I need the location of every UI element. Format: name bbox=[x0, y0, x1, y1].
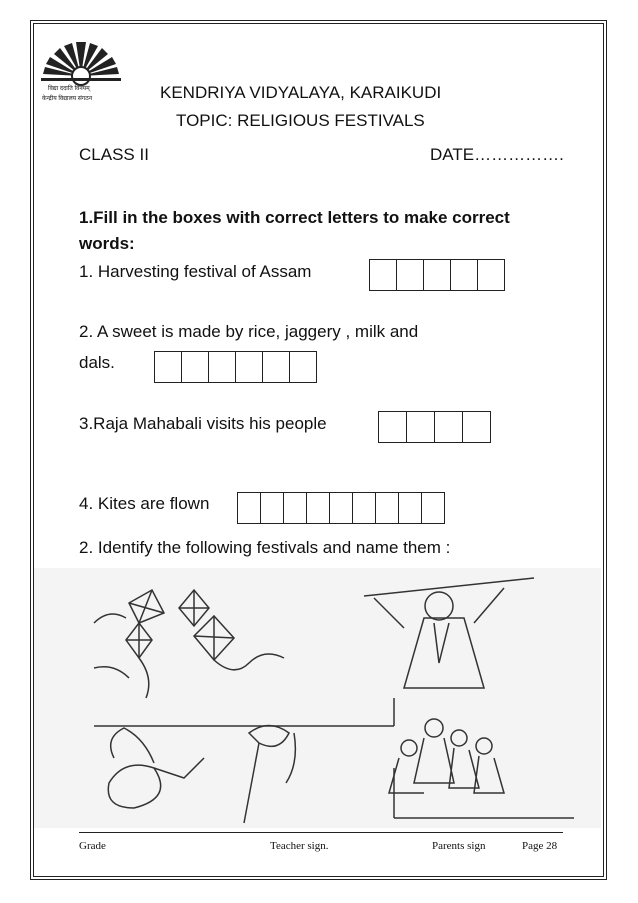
letter-box[interactable] bbox=[399, 493, 422, 523]
kites-icon bbox=[94, 590, 284, 698]
section1-heading: 1.Fill in the boxes with correct letters to make correct bbox=[79, 208, 510, 227]
question-1: 1. Harvesting festival of Assam bbox=[79, 262, 312, 281]
answer-boxes-q2[interactable] bbox=[154, 351, 317, 383]
answer-boxes-q3[interactable] bbox=[378, 411, 491, 443]
answer-boxes-q1[interactable] bbox=[369, 259, 505, 291]
topic-title: TOPIC: RELIGIOUS FESTIVALS bbox=[176, 111, 425, 130]
letter-box[interactable] bbox=[209, 352, 236, 382]
letter-box[interactable] bbox=[284, 493, 307, 523]
letter-box[interactable] bbox=[261, 493, 284, 523]
letter-box[interactable] bbox=[407, 412, 435, 442]
letter-box[interactable] bbox=[263, 352, 290, 382]
letter-box[interactable] bbox=[478, 260, 504, 290]
footer-page-number: Page 28 bbox=[522, 840, 558, 852]
letter-box[interactable] bbox=[424, 260, 451, 290]
letter-box[interactable] bbox=[290, 352, 316, 382]
letter-box[interactable] bbox=[422, 493, 444, 523]
question-2: 2. A sweet is made by rice, jaggery , milk and bbox=[79, 322, 419, 341]
family-ritual-icon bbox=[389, 719, 574, 818]
festival-drawings bbox=[34, 568, 601, 828]
question-4: 4. Kites are flown bbox=[79, 494, 210, 513]
kvs-logo bbox=[36, 34, 126, 104]
letter-box[interactable] bbox=[236, 352, 263, 382]
letter-box[interactable] bbox=[238, 493, 261, 523]
section2-heading: 2. Identify the following festivals and name them : bbox=[79, 538, 451, 557]
letter-box[interactable] bbox=[330, 493, 353, 523]
festival-scene-left-icon bbox=[108, 726, 295, 824]
logo-org-name: केन्द्रीय विद्यालय संगठन bbox=[42, 96, 93, 102]
footer-parents-sign: Parents sign bbox=[432, 840, 486, 852]
footer-grade: Grade bbox=[79, 840, 106, 852]
man-with-stick-icon bbox=[364, 578, 534, 688]
letter-box[interactable] bbox=[370, 260, 397, 290]
letter-box[interactable] bbox=[376, 493, 399, 523]
letter-box[interactable] bbox=[307, 493, 330, 523]
festival-illustrations bbox=[34, 568, 601, 828]
letter-box[interactable] bbox=[397, 260, 424, 290]
letter-box[interactable] bbox=[353, 493, 376, 523]
section1-heading-cont: words: bbox=[79, 234, 135, 253]
question-2-cont: dals. bbox=[79, 353, 115, 372]
footer-divider bbox=[79, 832, 563, 833]
letter-box[interactable] bbox=[435, 412, 463, 442]
letter-box[interactable] bbox=[451, 260, 478, 290]
date-label: DATE……………. bbox=[430, 145, 564, 164]
school-name: KENDRIYA VIDYALAYA, KARAIKUDI bbox=[160, 83, 442, 102]
answer-boxes-q4[interactable] bbox=[237, 492, 445, 524]
class-label: CLASS II bbox=[79, 145, 149, 164]
question-3: 3.Raja Mahabali visits his people bbox=[79, 414, 327, 433]
letter-box[interactable] bbox=[182, 352, 209, 382]
letter-box[interactable] bbox=[463, 412, 490, 442]
letter-box[interactable] bbox=[155, 352, 182, 382]
logo-motto: विद्या ददाति विनयम् bbox=[48, 86, 90, 92]
footer-teacher-sign: Teacher sign. bbox=[270, 840, 329, 852]
letter-box[interactable] bbox=[379, 412, 407, 442]
